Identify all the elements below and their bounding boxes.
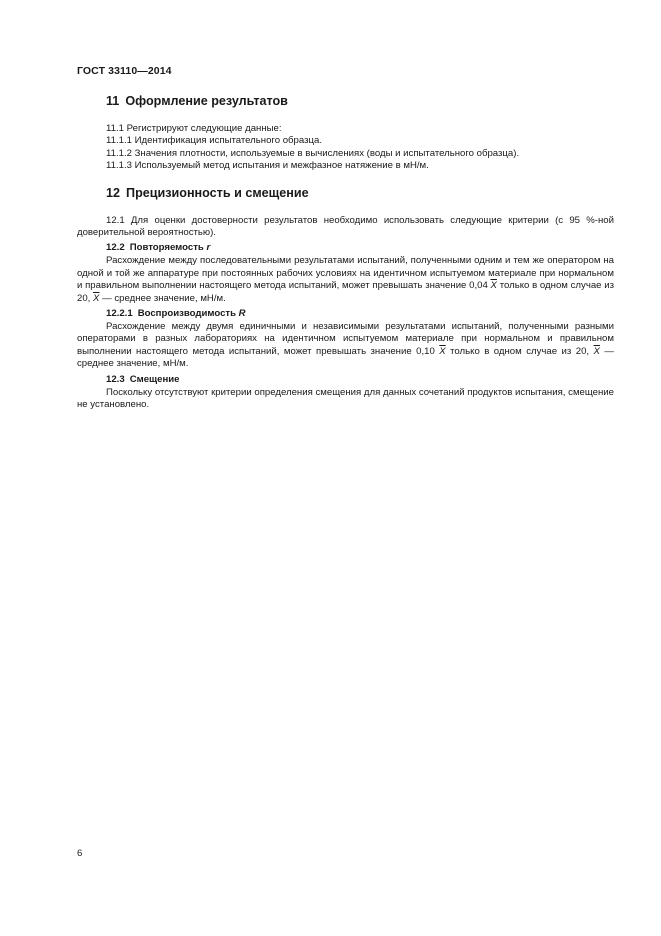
clause-12-2-1-text-part-3: — среднее значение, мН/м. xyxy=(77,345,614,370)
mean-x-symbol: $\overline{X}$ xyxy=(490,280,497,292)
mean-x-symbol: $\overline{X}$ xyxy=(593,345,600,357)
clause-12-2-text-part-2: только в одном случае из 20, xyxy=(77,280,614,304)
clause-12-2-1-number: 12.2.1 xyxy=(106,308,133,320)
clause-12-2-1-text-part-2: только в одном случае из 20, xyxy=(445,345,594,357)
clause-11-1-2: 11.1.2 Значения плотности, используемые в вычислениях (воды и испытательного образца). xyxy=(106,147,520,159)
clause-12-2-1-label: Воспроизводимость xyxy=(137,308,236,320)
document-code-header: ГОСТ 33110—2014 xyxy=(77,65,172,77)
clause-12-3-heading xyxy=(77,373,614,386)
section-12-heading xyxy=(106,184,614,202)
clause-12-2-text-part-1: Расхождение между последовательными результатами испытаний, полученными одним и тем же оператором на одной и той же аппаратуре при постоянных рабочих условиях на идентичном испытуемом материале при нормальном и правильном выполнении настоящего метода испытаний, может превышать значение 0,04 xyxy=(77,255,614,292)
clause-12-3-number: 12.3 xyxy=(106,373,125,385)
clause-12-1: 12.1 Для оценки достоверности результатов необходимо использовать следующие критерии (с 95 %-ной доверительной вероятностью). xyxy=(77,214,614,239)
section-12-body xyxy=(77,215,614,412)
clause-12-2-text xyxy=(77,255,614,305)
mean-x-symbol: $\overline{X}$ xyxy=(439,345,446,357)
section-12-title: Прецизионность и смещение xyxy=(126,185,309,200)
section-11-title: Оформление результатов xyxy=(125,94,288,108)
clause-12-2-1-text-part-1: Расхождение между двумя единичными и независимыми результатами испытаний, полученными разными операторами в разных лабораториях на идентичном испытуемом материале при нормальном и правильном выполнении настоящего метода испытаний, может превышать значение 0,10 xyxy=(77,321,614,357)
clause-12-2-1-heading xyxy=(77,307,614,320)
clause-12-2-1-text xyxy=(77,321,614,371)
page-number: 6 xyxy=(77,848,83,859)
page-content xyxy=(77,92,614,412)
clause-12-3-label: Смещение xyxy=(129,373,180,385)
reproducibility-symbol: R xyxy=(238,308,246,320)
clause-11-1-1: 11.1.1 Идентификация испытательного образца. xyxy=(106,135,322,147)
clause-12-2-text-part-3: — среднее значение, мН/м. xyxy=(99,292,226,304)
clause-12-3-text: Поскольку отсутствуют критерии определения смещения для данных сочетаний продуктов испытания, смещение не установлено. xyxy=(77,386,614,411)
clause-12-2-number: 12.2 xyxy=(106,242,125,254)
section-12-number: 12 xyxy=(106,185,121,200)
clause-11-1-3: 11.1.3 Используемый метод испытания и межфазное натяжение в мН/м. xyxy=(106,160,429,172)
section-11-heading xyxy=(106,92,614,110)
clause-11-1: 11.1 Регистрируют следующие данные: xyxy=(106,123,282,134)
mean-x-symbol: $\overline{X}$ xyxy=(93,292,100,304)
clause-12-2-label: Повторяемость xyxy=(129,242,204,254)
section-11-body xyxy=(77,123,614,173)
clause-12-2-heading xyxy=(77,241,614,254)
section-11-number: 11 xyxy=(106,94,120,108)
repeatability-symbol: r xyxy=(206,242,211,254)
